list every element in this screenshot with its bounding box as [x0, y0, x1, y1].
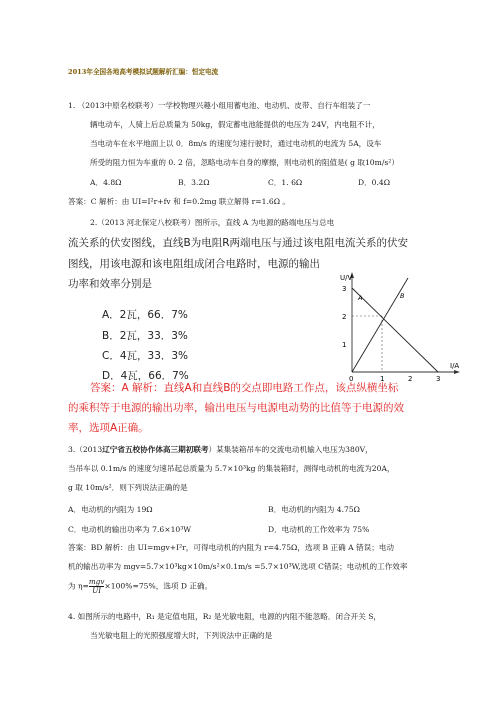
q3-line-2: 当吊车以 0.1m/s 的速度匀速吊起总质量为 5.7×10³kg 的集装箱时，测得电动机的电流为20A， [68, 464, 395, 473]
q3-option-d: D．电动机的工作效率为 75% [268, 525, 370, 534]
q3-answer-line-2: 机的输出功率为 mgv=5.7×10³kg×10m/s²×0.1m/s =5.7×10³W,选项 C错误；电动机的工作效率 [68, 562, 408, 571]
efficiency-numerator: mgv [88, 577, 105, 586]
q2-option-a: A．2瓦，66．7% [102, 309, 188, 321]
q2-answer-line-2: 的乘积等于电源的输出功率，输出电压与电源电动势的比值等于电源的效 [68, 402, 404, 414]
q4-line-1: 4. 如图所示的电路中，R₁ 是定值电阻，R₂ 是光敏电阻，电源的内阻不能忽略．闭合开关 S， [68, 612, 381, 621]
q2-answer-line-1: 答案：A 解析：直线A和直线B的交点即电路工作点，该点纵横坐标 [90, 382, 399, 394]
q3-answer-line-1: 答案：BD 解析：由 UI=mgv+I²r，可得电动机的内阻为 r=4.75Ω，选项 B 正确 A 错误；电动 [68, 543, 395, 552]
q2-option-d: D．4瓦，66．7% [102, 370, 189, 382]
q3-line-3: g 取 10m/s²．则下列说法正确的是 [68, 483, 188, 492]
q3-source: 辽宁省五校协作体高三期初联考 [102, 445, 209, 454]
x-tick-1: 1 [380, 375, 385, 382]
q2-answer-line-3: 率，选项A正确。 [68, 422, 149, 434]
y-tick-2: 2 [342, 313, 347, 321]
q2-hand-line-2: 图线，用该电源和该电阻组成闭合电路时，电源的输出 [68, 258, 320, 270]
efficiency-suffix: ×100%=75%，选项 D 正确。 [104, 581, 213, 591]
page-title: 2013年全国各地高考模拟试题解析汇编：恒定电流 [68, 68, 219, 76]
x-axis-label: I/A [450, 362, 460, 370]
q4-line-2: 当光敏电阻上的光照强度增大时，下列说法中正确的是 [90, 631, 273, 640]
q3-option-a: A．电动机的内阻为 19Ω [68, 505, 153, 514]
line-a-label: A [358, 294, 363, 302]
x-tick-0: 0 [349, 375, 354, 382]
q3-line-1 [68, 445, 373, 455]
q3-option-c: C．电动机的输出功率为 7.6×10³W [68, 525, 192, 534]
q1-line-1: 1. （2013中原名校联考）一学校物理兴趣小组用蓄电池、电动机、皮带、自行车组装了一 [68, 101, 371, 110]
efficiency-denominator: UI [92, 586, 102, 595]
q1-option-a: A．4.8Ω [90, 178, 122, 187]
q1-line-2: 辆电动车，人骑上后总质量为 50kg，假定蓄电池能提供的电压为 24V，内电阻不计， [90, 120, 380, 129]
q1-answer: 答案：C 解析：由 UI=I²r+fv 和 f=0.2mg 联立解得 r=1.6Ω 。 [68, 197, 291, 206]
y-axis-label: U/V [340, 274, 353, 282]
q1-line-3: 当电动车在水平地面上以 0．8m/s 的速度匀速行驶时，通过电动机的电流为 5A，设车 [90, 139, 382, 148]
q3-answer-line-3 [68, 578, 212, 595]
q1-option-d: D．0.4Ω [358, 178, 391, 187]
q3-line-1-rest: ）某集装箱吊车的交流电动机输入电压为380V， [208, 445, 373, 454]
x-tick-3: 3 [436, 375, 441, 382]
y-tick-3: 3 [342, 285, 347, 293]
x-axis-arrow [454, 370, 460, 374]
q2-line-1: 2.（2013 河北保定八校联考）图所示，直线 A 为电源的路端电压与总电 [90, 218, 335, 227]
u-i-graph [300, 270, 470, 382]
efficiency-fraction [89, 578, 104, 595]
q2-option-b: B．2瓦，33．3% [102, 330, 188, 342]
q1-option-c: C．1. 6Ω [268, 178, 303, 187]
line-b-label: B [400, 292, 405, 300]
q2-option-c: C．4瓦，33．3% [102, 350, 189, 362]
q2-hand-line-1: 流关系的伏安图线，直线B为电阻R两端电压与通过该电阻电流关系的伏安 [68, 237, 408, 249]
q3-number: 3.（2013 [68, 445, 103, 454]
efficiency-prefix: 为 η= [68, 581, 89, 591]
x-tick-2: 2 [408, 375, 413, 382]
q1-option-b: B．3.2Ω [178, 178, 210, 187]
q3-option-b: B．电动机的内阻为 4.75Ω [268, 505, 360, 514]
q1-line-4: 所受的阻力恒为车重的 0. 2 倍，忽略电动车自身的摩擦，则电动机的阻值是( g 取10m/s²） [90, 158, 399, 167]
y-tick-1: 1 [342, 341, 347, 349]
q2-hand-line-3: 功率和效率分别是 [68, 278, 152, 290]
